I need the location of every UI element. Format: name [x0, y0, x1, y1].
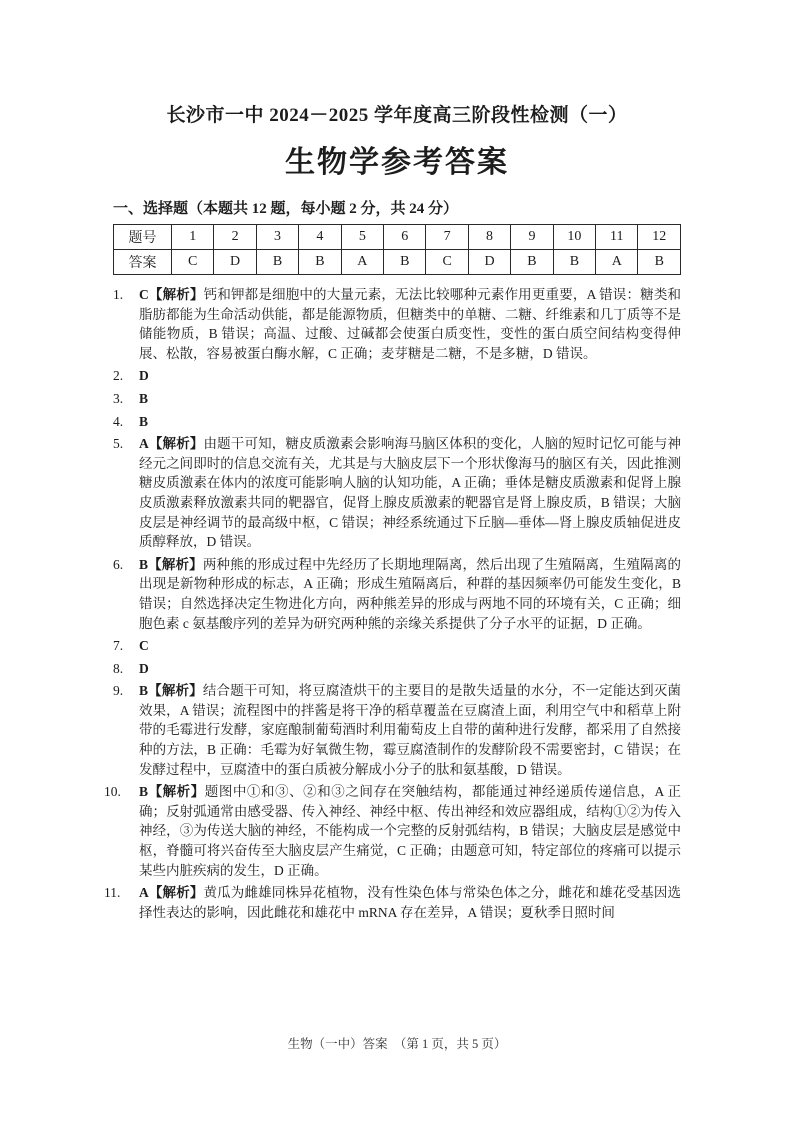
explanation-item — [113, 636, 681, 656]
item-number: 8. — [113, 660, 124, 676]
question-number-cell: 5 — [341, 225, 383, 250]
page-subtitle: 生物学参考答案 — [285, 146, 509, 179]
explanation-item — [113, 555, 681, 633]
item-body: 题图中①和③、②和③之间存在突触结构，都能通过神经递质传递信息，A 正确；反射弧通常由感受器、传入神经、神经中枢、传出神经和效应器组成，结构①②为传入神经，③为传送大脑的神经，不能构成一个完整的反射弧结构，B 错误；大脑皮层是感觉中枢，脊髓可将兴奋传至大脑皮层产生痛觉，C 正确；由题意可知，特定部位的疼痛可以提示某些内脏疾病的发生，D 正确。 — [139, 784, 681, 878]
item-body: 黄瓜为雌雄同株异花植物，没有性染色体与常染色体之分，雌花和雄花受基因选择性表达的影响，因此雌花和雄花中 mRNA 存在差异，A 错误；夏秋季日照时间 — [139, 885, 682, 920]
item-body: 两种熊的形成过程中先经历了长期地理隔离，然后出现了生殖隔离，生殖隔离的出现是新物种形成的标志，A 正确；形成生殖隔离后，种群的基因频率仍可能发生变化，B 错误；自然选择决定生物进化方向，两种熊差异的形成与两地不同的环境有关，C 正确；细胞色素 c 氨基酸序列的差异为研究两种熊的亲缘关系提供了分子水平的证据，D 正确。 — [139, 556, 682, 631]
item-number: 3. — [113, 390, 124, 406]
item-number: 11. — [104, 885, 121, 901]
answer-cell: C — [426, 250, 468, 275]
item-number: 7. — [113, 638, 124, 654]
item-number: 1. — [113, 287, 124, 302]
explanation-item — [104, 883, 682, 922]
section-heading: 一、选择题（本题共 12 题，每小题 2 分，共 24 分） — [113, 201, 459, 217]
question-number-cell: 9 — [511, 225, 553, 250]
answer-row — [114, 250, 681, 275]
question-number-cell: 2 — [214, 225, 256, 250]
item-marker: 【解析】 — [148, 287, 204, 302]
item-number: 5. — [113, 436, 124, 452]
item-answer: A — [139, 436, 149, 452]
item-body: 结合题干可知，将豆腐渣烘干的主要目的是散失适量的水分，不一定能达到灭菌效果，A 错误；流程图中的拌酱是将干净的稻草覆盖在豆腐渣上面，利用空气中和稻草上附带的毛霉进行发酵，家庭酿制葡萄酒时利用葡萄皮上自带的菌种进行发酵，都采用了自然接种的方法，B 正确：毛霉为好氧微生物，霉豆腐渣制作的发酵阶段不需要密封，C 错误；在发酵过程中，豆腐渣中的蛋白质被分解成小分子的肽和氨基酸，D 错误。 — [139, 683, 682, 777]
question-number-cell: 12 — [638, 225, 681, 250]
item-answer: B — [139, 784, 149, 800]
page-content — [104, 100, 682, 925]
question-number-cell: 11 — [596, 225, 638, 250]
item-marker: 【解析】 — [148, 436, 204, 452]
item-answer: C — [139, 638, 149, 654]
explanation-item — [113, 412, 681, 432]
item-answer: D — [139, 660, 149, 676]
explanation-list — [104, 285, 682, 922]
explanation-item — [104, 782, 681, 880]
item-number: 2. — [113, 368, 124, 384]
page-title: 长沙市一中 2024－2025 学年度高三阶段性检测（一） — [166, 105, 628, 126]
explanation-item — [113, 366, 681, 386]
row-label: 题号 — [114, 225, 172, 250]
item-answer: B — [139, 683, 149, 699]
answer-table — [113, 224, 681, 275]
item-body: 钙和钾都是细胞中的大量元素，无法比较哪种元素作用更重要，A 错误：糖类和脂肪都能为生命活动供能，都是能源物质，但糖类中的单糖、二糖、纤维素和几丁质等不是储能物质，B 错误；高温、过酸、过碱都会使蛋白质变性，变性的蛋白质空间结构变得伸展、松散，容易被蛋白酶水解，C 正确；麦芽糖是二糖，不是多糖，D 错误。 — [139, 287, 681, 361]
question-number-cell: 8 — [468, 225, 510, 250]
item-body: 由题干可知，糖皮质激素会影响海马脑区体积的变化，人脑的短时记忆可能与神经元之间即时的信息交流有关，尤其是与大脑皮层下一个形状像海马的脑区有关，因此推测糖皮质激素在体内的浓度可能影响人脑的认知功能，A 正确；垂体是糖皮质激素和促肾上腺皮质激素释放激素共同的靶器官，促肾上腺皮质激素的靶器官是肾上腺皮质，B 错误；大脑皮层是神经调节的最高级中枢，C 错误；神经系统通过下丘脑—垂体—肾上腺皮质轴促进皮质醇释放，D 错误。 — [139, 436, 682, 550]
question-number-cell: 10 — [553, 225, 595, 250]
question-number-cell: 6 — [384, 225, 426, 250]
explanation-item — [113, 434, 681, 552]
item-number: 4. — [113, 413, 124, 429]
answer-cell: B — [638, 250, 681, 275]
question-number-cell: 4 — [299, 225, 341, 250]
item-marker: 【解析】 — [148, 683, 203, 699]
answer-cell: D — [214, 250, 256, 275]
item-answer: D — [139, 368, 149, 384]
answer-cell: D — [468, 250, 510, 275]
item-marker: 【解析】 — [148, 885, 204, 901]
question-number-row — [114, 225, 681, 250]
explanation-item — [113, 389, 681, 409]
answer-cell: B — [553, 250, 595, 275]
explanation-item — [113, 659, 681, 679]
item-number: 6. — [113, 556, 124, 572]
row-label: 答案 — [114, 250, 172, 275]
answer-cell: B — [511, 250, 553, 275]
answer-cell: B — [256, 250, 298, 275]
question-number-cell: 7 — [426, 225, 468, 250]
explanation-item — [113, 681, 681, 779]
item-number: 9. — [113, 683, 124, 699]
item-answer: B — [139, 413, 149, 429]
item-marker: 【解析】 — [148, 784, 205, 800]
item-answer: B — [139, 390, 149, 406]
item-answer: C — [139, 287, 149, 302]
answer-cell: B — [299, 250, 341, 275]
item-marker: 【解析】 — [148, 556, 203, 572]
question-number-cell: 1 — [172, 225, 214, 250]
explanation-item — [113, 285, 681, 363]
answer-cell: C — [172, 250, 214, 275]
question-number-cell: 3 — [256, 225, 298, 250]
answer-cell: A — [341, 250, 383, 275]
item-answer: A — [139, 885, 149, 901]
item-answer: B — [139, 556, 149, 572]
answer-cell: A — [596, 250, 638, 275]
item-number: 10. — [104, 784, 121, 800]
page-footer: 生物（一中）答案 （第 1 页，共 5 页） — [287, 1037, 507, 1051]
answer-cell: B — [384, 250, 426, 275]
